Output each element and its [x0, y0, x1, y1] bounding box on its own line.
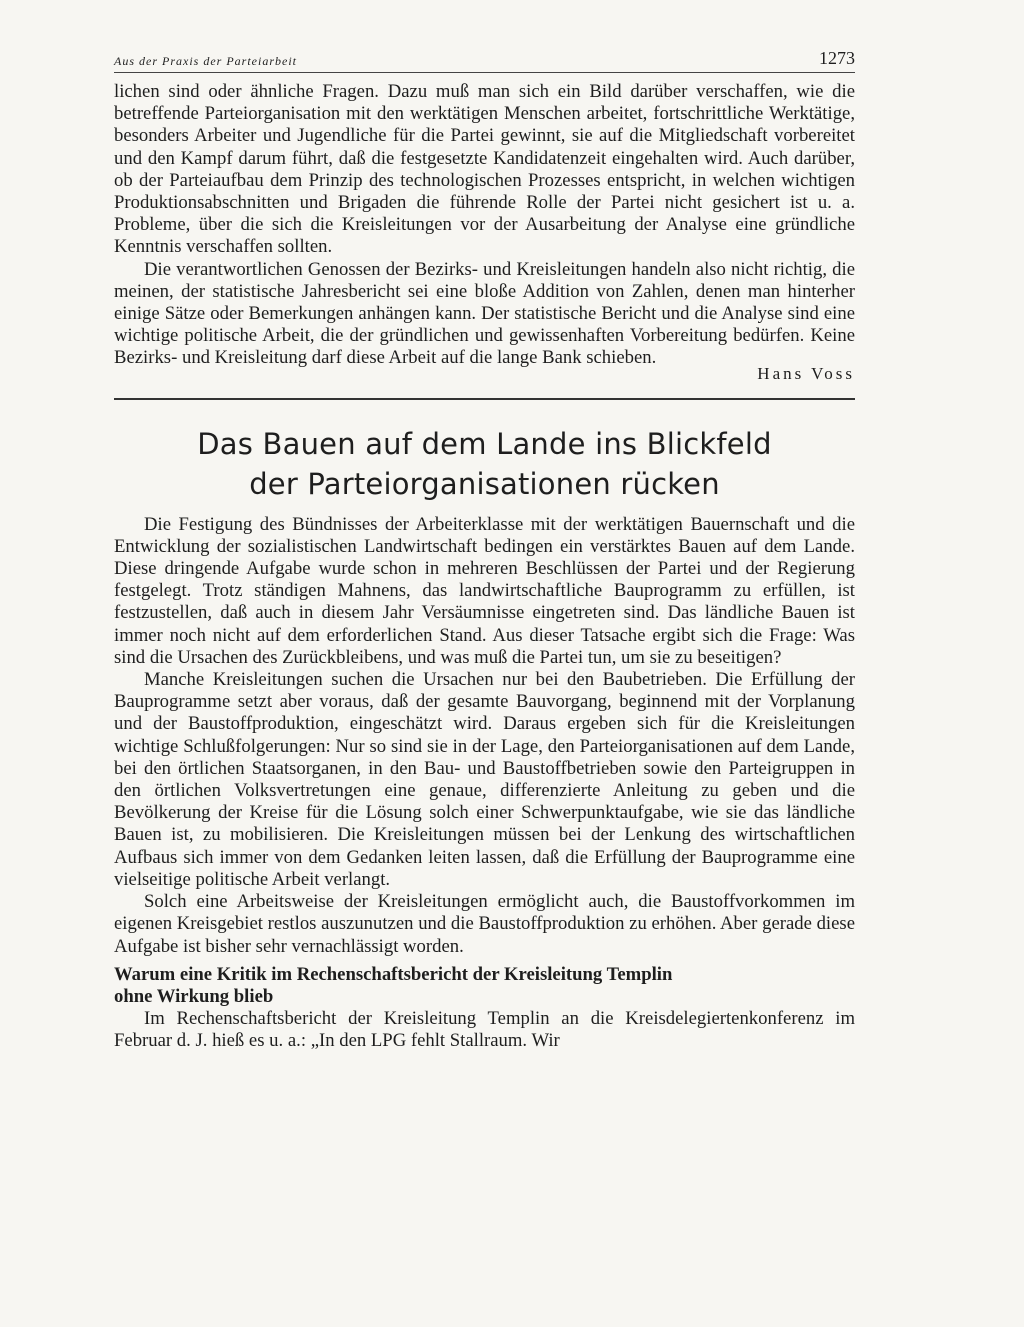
running-title: Aus der Praxis der Parteiarbeit — [114, 54, 297, 68]
paragraph: Im Rechenschaftsbericht der Kreisleitung Templin an die Kreisdelegiertenkonferenz im Februar d. J. hieß es u. a.: „In den LPG fehlt Stallraum. Wir — [114, 1008, 855, 1052]
previous-article-end — [114, 81, 855, 384]
paragraph: lichen sind oder ähnliche Fragen. Dazu muß man sich ein Bild darüber verschaffen, wie die betreffende Parteiorganisation mit den werktätigen Menschen arbeitet, fortschrittliche Werktätige, besonders Arbeiter und Jugendliche für die Partei gewinnt, sie auf die Mitgliedschaft vorbereitet und den Kampf darum führt, daß die festgesetzte Kandidatenzeit eingehalten wird. Auch darüber, ob der Parteiaufbau dem Prinzip des technologischen Prozesses entspricht, in welchen wichtigen Produktionsabschnitten und Brigaden die führende Rolle der Partei nicht gesichert ist u. a. Probleme, über die sich die Kreisleitungen vor der Ausarbeitung der Analyse eine gründliche Kenntnis verschaffen sollten. — [114, 81, 855, 258]
paragraph: Solch eine Arbeitsweise der Kreisleitungen ermöglicht auch, die Baustoffvorkommen im eigenen Kreisgebiet restlos auszunutzen und die Baustoffproduktion zu erhöhen. Aber gerade diese Aufgabe ist bisher sehr vernachlässigt worden. — [114, 891, 855, 957]
page-number: 1273 — [819, 48, 855, 68]
article-title-line: der Parteiorganisationen rücken — [249, 466, 720, 501]
subheading — [114, 964, 855, 1008]
paragraph: Die Festigung des Bündnisses der Arbeiterklasse mit der werktätigen Bauernschaft und die Entwicklung der sozialistischen Landwirtschaft bedingen ein verstärktes Bauen auf dem Lande. Diese dringende Aufgabe wurde schon in mehreren Beschlüssen der Partei und der Regierung festgelegt. Trotz ständigen Mahnens, das landwirtschaftliche Bauprogramm zu erfüllen, ist festzustellen, daß auch in diesem Jahr Versäumnisse eingetreten sind. Das ländliche Bauen ist immer noch nicht auf dem erforderlichen Stand. Aus dieser Tatsache ergibt sich die Frage: Was sind die Ursachen des Zurückbleibens, und was muß die Partei tun, um sie zu beseitigen? — [114, 513, 855, 668]
subheading-line: Warum eine Kritik im Rechenschaftsbericht der Kreisleitung Templin — [114, 963, 673, 985]
article-title-line: Das Bauen auf dem Lande ins Blickfeld — [197, 426, 772, 461]
document-page — [114, 48, 855, 1053]
article-title — [114, 424, 855, 504]
article-body — [114, 514, 855, 1053]
paragraph: Die verantwortlichen Genossen der Bezirks- und Kreisleitungen handeln also nicht richtig, die meinen, der statistische Jahresbericht sei eine bloße Addition von Zahlen, denen man hinterher einige Sätze oder Bemerkungen anhängen kann. Der statistische Bericht und die Analyse sind eine wichtige politische Arbeit, die der gründlichen und gewissenhaften Vorbereitung bedürfen. Keine Bezirks- und Kreisleitung darf diese Arbeit auf die lange Bank schieben. — [114, 258, 855, 369]
paragraph: Manche Kreisleitungen suchen die Ursachen nur bei den Baubetrieben. Die Erfüllung der Bauprogramme setzt aber voraus, daß der gesamte Bauvorgang, beginnend mit der Vorplanung und der Baustoffproduktion, eingeschätzt wird. Daraus ergeben sich für die Kreisleitungen wichtige Schlußfolgerungen: Nur so sind sie in der Lage, den Parteiorganisationen auf dem Lande, bei den örtlichen Staatsorganen, in den Bau- und Baustoffbetrieben sowie den Parteigruppen in den örtlichen Volksvertretungen eine genaue, differenzierte Anleitung zu geben und die Bevölkerung der Kreise für die Lösung solch einer Schwerpunktaufgabe, wie sie das ländliche Bauen ist, zu mobilisieren. Die Kreisleitungen müssen bei der Lenkung des wirtschaftlichen Aufbaus sich immer von dem Gedanken leiten lassen, daß die Erfüllung der Bauprogramme eine vielseitige politische Arbeit verlangt. — [114, 669, 855, 890]
author-signature: Hans Voss — [757, 363, 855, 383]
subheading-line: ohne Wirkung blieb — [114, 985, 274, 1007]
page-header — [114, 48, 855, 73]
section-divider — [114, 398, 855, 400]
